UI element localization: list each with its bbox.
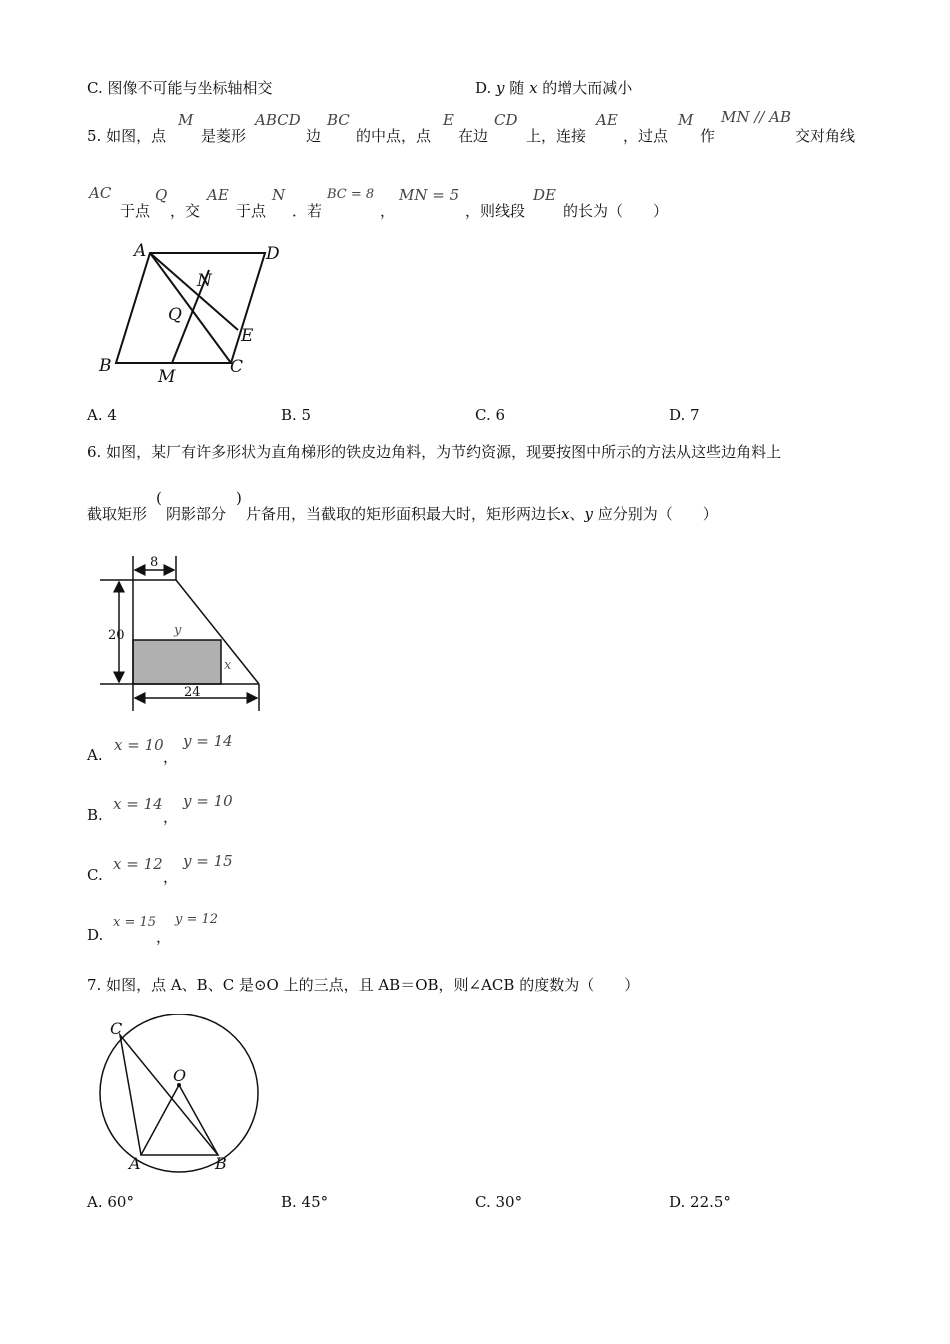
q5-option-b: B. 5 [281,406,312,424]
q5-line2-c: 于点 [236,202,267,220]
q5-option-c: C. 6 [475,406,506,424]
q7-fig-label-o: O [173,1066,187,1085]
q6-option-d-label: D. [87,926,104,944]
q7-circle-figure [92,1014,267,1174]
q4-option-d-suffix: 的增大而减小 [537,79,633,97]
q5-var-ae2: AE [207,186,229,204]
q4-option-d-x: x [529,79,538,97]
q5-var-m2: M [678,111,694,129]
q5-option-a: A. 4 [87,406,117,424]
q6-option-a-label: A. [87,746,103,764]
q5-line1-f: 上，连接 [526,127,587,145]
q7-fig-label-a: A [129,1154,141,1173]
q5-var-abcd: ABCD [255,111,301,129]
q6-option-b-x: x = 14 [113,795,163,813]
q6-sep: 、 [569,505,585,523]
q6-line2-d: 应分别为（ ） [592,505,718,523]
q5-line2-f: ，则线段 [465,202,526,220]
q6-trapezoid-figure [96,548,266,714]
q5-option-d: D. 7 [669,406,700,424]
q7-fig-label-c: C [110,1019,123,1038]
q5-var-e: E [443,111,454,129]
q6-var-y: y [584,505,593,523]
q5-var-mn-ab: MN // AB [721,108,791,126]
q7-option-d: D. 22.5° [669,1193,731,1211]
q6-option-d-y: y = 12 [175,912,219,927]
q5-fig-label-q: Q [168,305,182,325]
q6-option-c-y: y = 15 [183,852,233,870]
q6-option-c-comma: ， [163,868,179,886]
q5-line2-a: 于点 [120,202,151,220]
q6-option-c-x: x = 12 [113,855,163,873]
q6-fig-label-y: y [174,623,182,638]
q5-var-n: N [272,186,286,204]
q7-option-a: A. 60° [87,1193,134,1211]
q5-line1-b: 是菱形 [201,127,247,145]
q5-line2-b: ，交 [170,202,201,220]
q6-shaded-rectangle [133,640,221,684]
q5-var-ae: AE [596,111,618,129]
q5-line1-e: 在边 [458,127,489,145]
q4-option-d-y: y [496,79,505,97]
q5-fig-label-b: B [99,356,112,376]
q5-var-bc: BC [327,111,350,129]
q4-option-c: C. 图像不可能与坐标轴相交 [87,79,273,97]
q5-fig-label-d: D [266,244,280,264]
q6-line2-b: 阴影部分 [166,505,227,523]
q6-option-b-y: y = 10 [183,792,233,810]
q5-line2-d: ．若 [292,202,323,220]
q5-line1-i: 交对角线 [795,127,856,145]
q7-fig-label-b: B [215,1154,227,1173]
q6-option-d-comma: ， [156,928,172,946]
q6-option-a-y: y = 14 [183,732,233,750]
q4-option-d [475,77,632,98]
q5-var-ac: AC [89,184,112,202]
q5-rhombus-figure [92,240,292,385]
q5-line1-g: ，过点 [623,127,669,145]
q5-mn-eq-5: MN = 5 [399,186,460,204]
q5-line1-a: 5. 如图，点 [87,127,167,145]
q6-option-b-comma: ， [163,808,179,826]
q5-var-cd: CD [494,111,518,129]
q6-option-b-label: B. [87,806,103,824]
q6-fig-dim-bottom: 24 [184,685,201,700]
q5-bc-eq-8: BC = 8 [327,187,375,202]
q5-fig-label-e: E [241,326,254,346]
q4-option-d-prefix: D. [475,79,497,97]
q5-var-de: DE [533,186,556,204]
q5-line1-d: 的中点，点 [356,127,432,145]
q6-line1: 6. 如图，某厂有许多形状为直角梯形的铁皮边角料，为节约资源，现要按图中所示的方法从这些边角料上 [87,443,782,461]
q6-paren-close: ) [236,489,242,507]
q6-fig-label-x: x [224,658,232,673]
q6-line2-c: 片备用，当截取的矩形面积最大时，矩形两边长 [246,505,562,523]
q6-line2-rest [246,503,718,524]
q5-line1-c: 边 [306,127,322,145]
q6-option-a-comma: ， [163,748,179,766]
q5-var-q: Q [155,186,168,204]
q5-fig-label-m: M [158,367,176,385]
q6-fig-dim-left: 20 [108,628,125,643]
q6-var-x: x [561,505,570,523]
q5-fig-label-a: A [134,241,147,261]
q5-line1-h: 作 [700,127,716,145]
q5-line2-e: ， [380,202,396,220]
q6-option-c-label: C. [87,866,103,884]
q6-line2-a: 截取矩形 [87,505,148,523]
q5-line2-g: 的长为（ ） [563,202,669,220]
q6-option-a-x: x = 10 [114,736,164,754]
q6-paren-open: ( [156,489,162,507]
q4-option-d-mid: 随 [504,79,530,97]
q6-fig-dim-top: 8 [150,555,159,570]
q7-stem: 7. 如图，点 A、B、C 是⊙O 上的三点，且 AB＝OB，则∠ACB 的度数为（ ） [87,976,640,994]
q6-option-d-x: x = 15 [113,915,157,930]
q5-var-m: M [178,111,194,129]
q5-fig-label-c: C [230,357,244,377]
q7-option-b: B. 45° [281,1193,329,1211]
q7-option-c: C. 30° [475,1193,523,1211]
q5-fig-label-n: N [197,271,212,291]
